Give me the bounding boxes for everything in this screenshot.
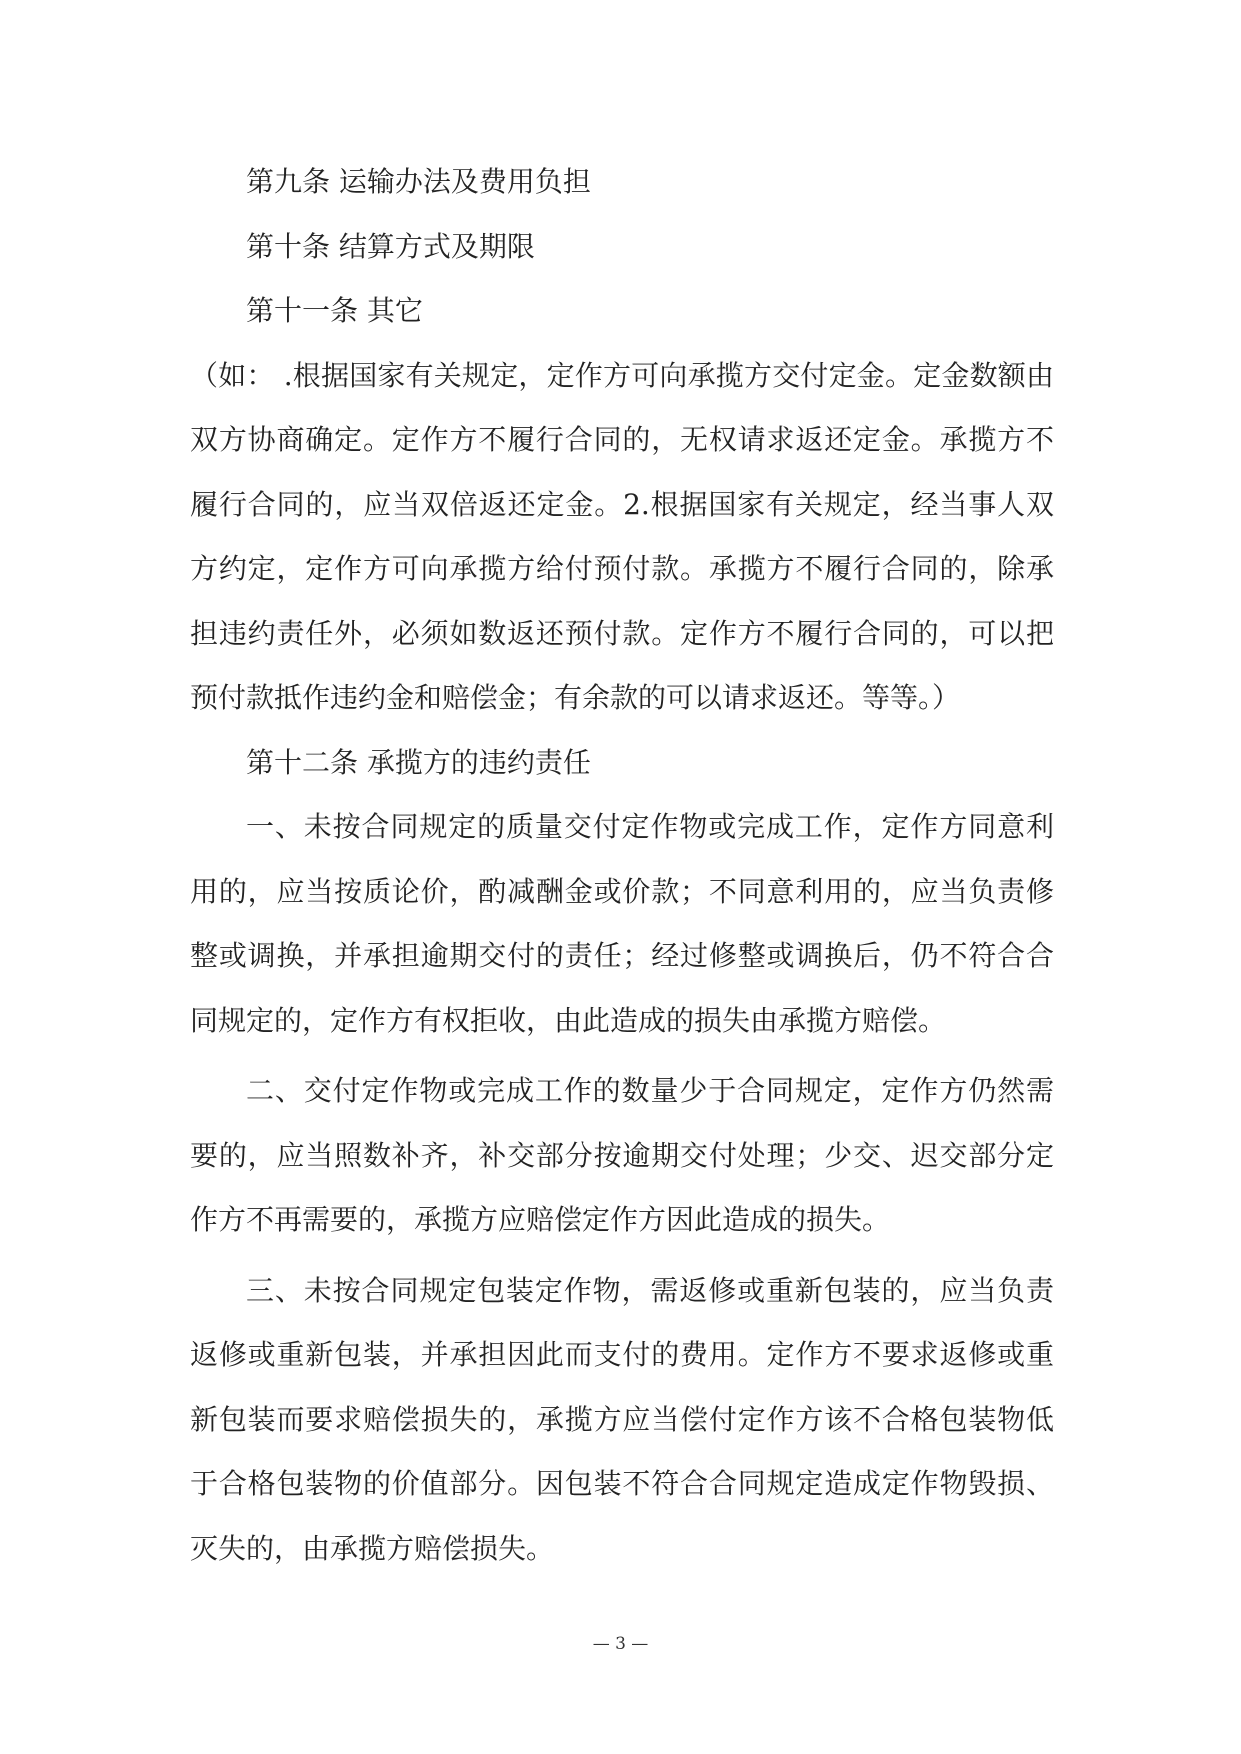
article-11-heading: 第十一条 其它 xyxy=(246,294,423,327)
article-10-heading: 第十条 结算方式及期限 xyxy=(246,229,535,263)
article-12-clause-1: 一、未按合同规定的质量交付定作物或完成工作，定作方同意利用的，应当按质论价，酌减酬金或价款；不同意利用的，应当负责修整或调换，并承担逾期交付的责任；经过修整或调换后，仍不符合合同规定的，定作方有权拒收，由此造成的损失由承揽方赔偿。 xyxy=(190,810,1054,1037)
article-12-heading: 第十二条 承揽方的违约责任 xyxy=(246,745,591,779)
article-12-clause-3: 三、未按合同规定包装定作物，需返修或重新包装的，应当负责返修或重新包装，并承担因此而支付的费用。定作方不要求返修或重新包装而要求赔偿损失的，承揽方应当偿付定作方该不合格包装物低于合格包装物的价值部分。因包装不符合合同规定造成定作物毁损、灭失的，由承揽方赔偿损失。 xyxy=(190,1273,1054,1565)
page-number: — 3 — xyxy=(592,1634,649,1654)
article-12-clause-2: 二、交付定作物或完成工作的数量少于合同规定，定作方仍然需要的，应当照数补齐，补交部分按逾期交付处理；少交、迟交部分定作方不再需要的，承揽方应赔偿定作方因此造成的损失。 xyxy=(190,1074,1054,1236)
page-content xyxy=(190,150,1054,1581)
article-11-note: （如： .根据国家有关规定，定作方可向承揽方交付定金。定金数额由双方协商确定。定作方不履行合同的，无权请求返还定金。承揽方不履行合同的，应当双倍返还定金。2.根据国家有关规定，经当事人双方约定，定作方可向承揽方给付预付款。承揽方不履行合同的，除承担违约责任外，必须如数返还预付款。定作方不履行合同的，可以把预付款抵作违约金和赔偿金；有余款的可以请求返还。等等。） xyxy=(190,358,1054,714)
article-9-heading: 第九条 运输办法及费用负担 xyxy=(246,165,591,198)
